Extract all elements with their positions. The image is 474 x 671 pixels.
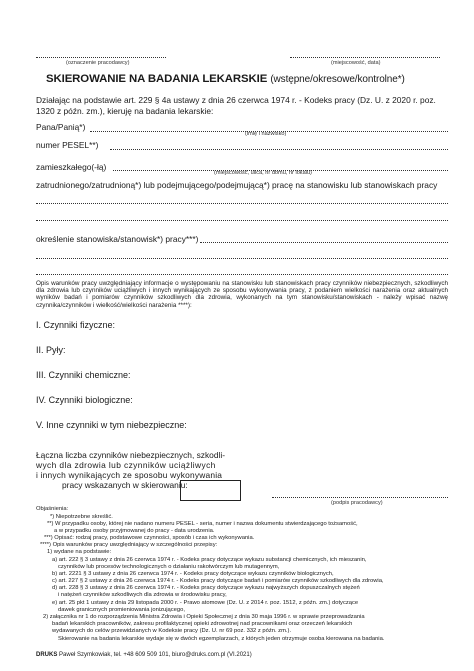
position-desc-field[interactable] <box>200 242 448 243</box>
factor-physical: I. Czynniki fizyczne: <box>36 320 116 330</box>
footnote-f2: badań lekarskich pracowników, zakresu profilaktycznej opieki zdrowotnej nad pracownikami oraz orzeczeń lekarskich <box>52 621 353 627</box>
publisher-brand: DRUKS <box>36 652 58 658</box>
position-desc-label: określenie stanowiska/stanowisk*) pracy***) <box>36 234 199 244</box>
total-line-1: Łączna liczba czynników niebezpiecznych, szkodli- <box>36 450 225 460</box>
factor-chemical: III. Czynniki chemiczne: <box>36 370 131 380</box>
employer-stamp-caption: (oznaczenie pracodawcy) <box>66 60 130 66</box>
address-caption: (miejscowość, ulica, nr domu, nr lokalu) <box>214 170 312 176</box>
footnote-2b: a w przypadku osoby przyjmowanej do pracy - data urodzenia. <box>54 528 215 534</box>
position-line-1[interactable] <box>36 203 448 204</box>
position-desc-line-3[interactable] <box>36 274 448 275</box>
total-count-box[interactable] <box>180 480 241 501</box>
document-title <box>46 73 405 85</box>
signature-caption: (podpis pracodawcy) <box>331 500 383 506</box>
footnote-c1: c) art. 227 § 2 ustawy z dnia 26 czerwca 1974 r. - Kodeks pracy dotyczące badań i pomiarów czynników szkodliwych dla zdrowia, <box>52 578 384 584</box>
employer-stamp-line[interactable] <box>36 57 166 58</box>
footnote-2a: **) W przypadku osoby, której nie nadano numeru PESEL - seria, numer i nazwa dokumentu stwierdzającego tożsamość, <box>47 521 358 527</box>
footnote-e2: dawek granicznych promieniowania jonizującego, <box>58 607 185 613</box>
total-line-2: wych dla zdrowia lub czynników uciążliwych <box>36 460 216 470</box>
factor-biological: IV. Czynniki biologiczne: <box>36 395 133 405</box>
footnote-f1: 2) załącznika nr 1 do rozporządzenia Ministra Zdrowia i Opieki Społecznej z dnia 30 maja 1996 r. w sprawie przeprowadzania <box>43 614 365 620</box>
footnote-1: *) Niepotrzebne skreślić. <box>50 514 113 520</box>
position-desc-line-2[interactable] <box>36 258 448 259</box>
title-main: SKIEROWANIE NA BADANIA LEKARSKIE <box>46 73 268 85</box>
factor-other: V. Inne czynniki w tym niebezpieczne: <box>36 420 187 430</box>
footnotes-heading: Objaśnienia: <box>36 506 69 512</box>
footnote-end: Skierowanie na badania lekarskie wydaje się w dwóch egzemplarzach, z których jeden otrzymuje osoba kierowana na badania. <box>58 636 385 642</box>
publisher-footer <box>36 652 252 658</box>
place-date-caption: (miejscowość, data) <box>331 60 381 66</box>
footnote-a1: a) art. 222 § 3 ustawy z dnia 26 czerwca 1974 r. - Kodeks pracy dotyczące wykazu substancji chemicznych, ich mieszanin, <box>52 557 367 563</box>
total-line-4: pracy wskazanych w skierowaniu: <box>62 480 188 490</box>
pana-pania-label: Pana/Panią*) <box>36 122 86 132</box>
footnote-e1: e) art. 25 pkt 1 ustawy z dnia 29 listopada 2000 r. - Prawo atomowe (Dz. U. z 2014 r. poz. 1512, z późn. zm.) dotyczące <box>52 600 359 606</box>
factor-dust: II. Pyły: <box>36 345 66 355</box>
pesel-field[interactable] <box>110 149 448 150</box>
title-sub: (wstępne/okresowe/kontrolne*) <box>270 74 405 85</box>
footnote-4: ****) Opis warunków pracy uwzględniający w szczególności przepisy: <box>40 542 218 548</box>
publisher-info: Paweł Szymkowiak, tel. +48 609 509 101, biuro@druks.com.pl (VI.2021) <box>59 652 252 658</box>
conditions-description: Opis warunków pracy uwzględniający informacje o występowaniu na stanowisku lub stanowiskach pracy czynników niebezpiecznych, szkodliwych dla zdrowia lub czynników uciążliwych i innych wynikających ze sposobu wykonywania pracy, z podaniem wielkości narażenia oraz aktualnych wyników badań i pomiarów czynników szkodliwych dla zdrowia, wykonanych na tym stanowisku/stanowiskach - należy wpisać nazwę czynnika/czynników i wielkość/wielkości narażenia ****): <box>36 280 448 309</box>
place-date-line[interactable] <box>290 57 440 58</box>
name-caption: (imię i nazwisko) <box>245 131 287 137</box>
intro-line-1: Działając na podstawie art. 229 § 4a ustawy z dnia 26 czerwca 1974 r. - Kodeks pracy (Dz. U. z 2020 r. poz. <box>36 95 436 105</box>
footnote-d1: d) art. 228 § 3 ustawy z dnia 26 czerwca 1974 r. - Kodeks pracy dotyczące wykazu najwyższych dopuszczalnych stężeń <box>52 585 360 591</box>
footnote-3: ***) Opisać: rodzaj pracy, podstawowe czynności, sposób i czas ich wykonywania. <box>44 535 255 541</box>
footnote-b1: b) art. 2221 § 3 ustawy z dnia 26 czerwca 1974 r. - Kodeks pracy dotyczące wykazu czynników biologicznych, <box>52 571 334 577</box>
footnote-4-1: 1) wydane na podstawie: <box>47 549 112 555</box>
intro-line-2: 1320 z późn. zm.), kieruję na badania lekarskie: <box>36 106 214 116</box>
footnote-a2: czynników lub procesów technologicznych o działaniu rakotwórczym lub mutagennym, <box>58 564 280 570</box>
footnote-d2: i natężeń czynników szkodliwych dla zdrowia w środowisku pracy, <box>58 592 227 598</box>
footnote-f3: wydawanych do celów przewidzianych w Kodeksie pracy (Dz. U. nr 69 poz. 332 z późn. zm.). <box>52 628 292 634</box>
signature-line[interactable] <box>272 497 448 498</box>
pesel-label: numer PESEL**) <box>36 140 99 150</box>
address-label: zamieszkałego(-łą) <box>36 162 107 172</box>
employment-label: zatrudnionego/zatrudnioną*) lub podejmującego/podejmującą*) pracę na stanowisku lub stanowiskach pracy <box>36 180 438 190</box>
position-line-2[interactable] <box>36 220 448 221</box>
total-line-3: i innych wynikających ze sposobu wykonywania <box>36 470 223 480</box>
